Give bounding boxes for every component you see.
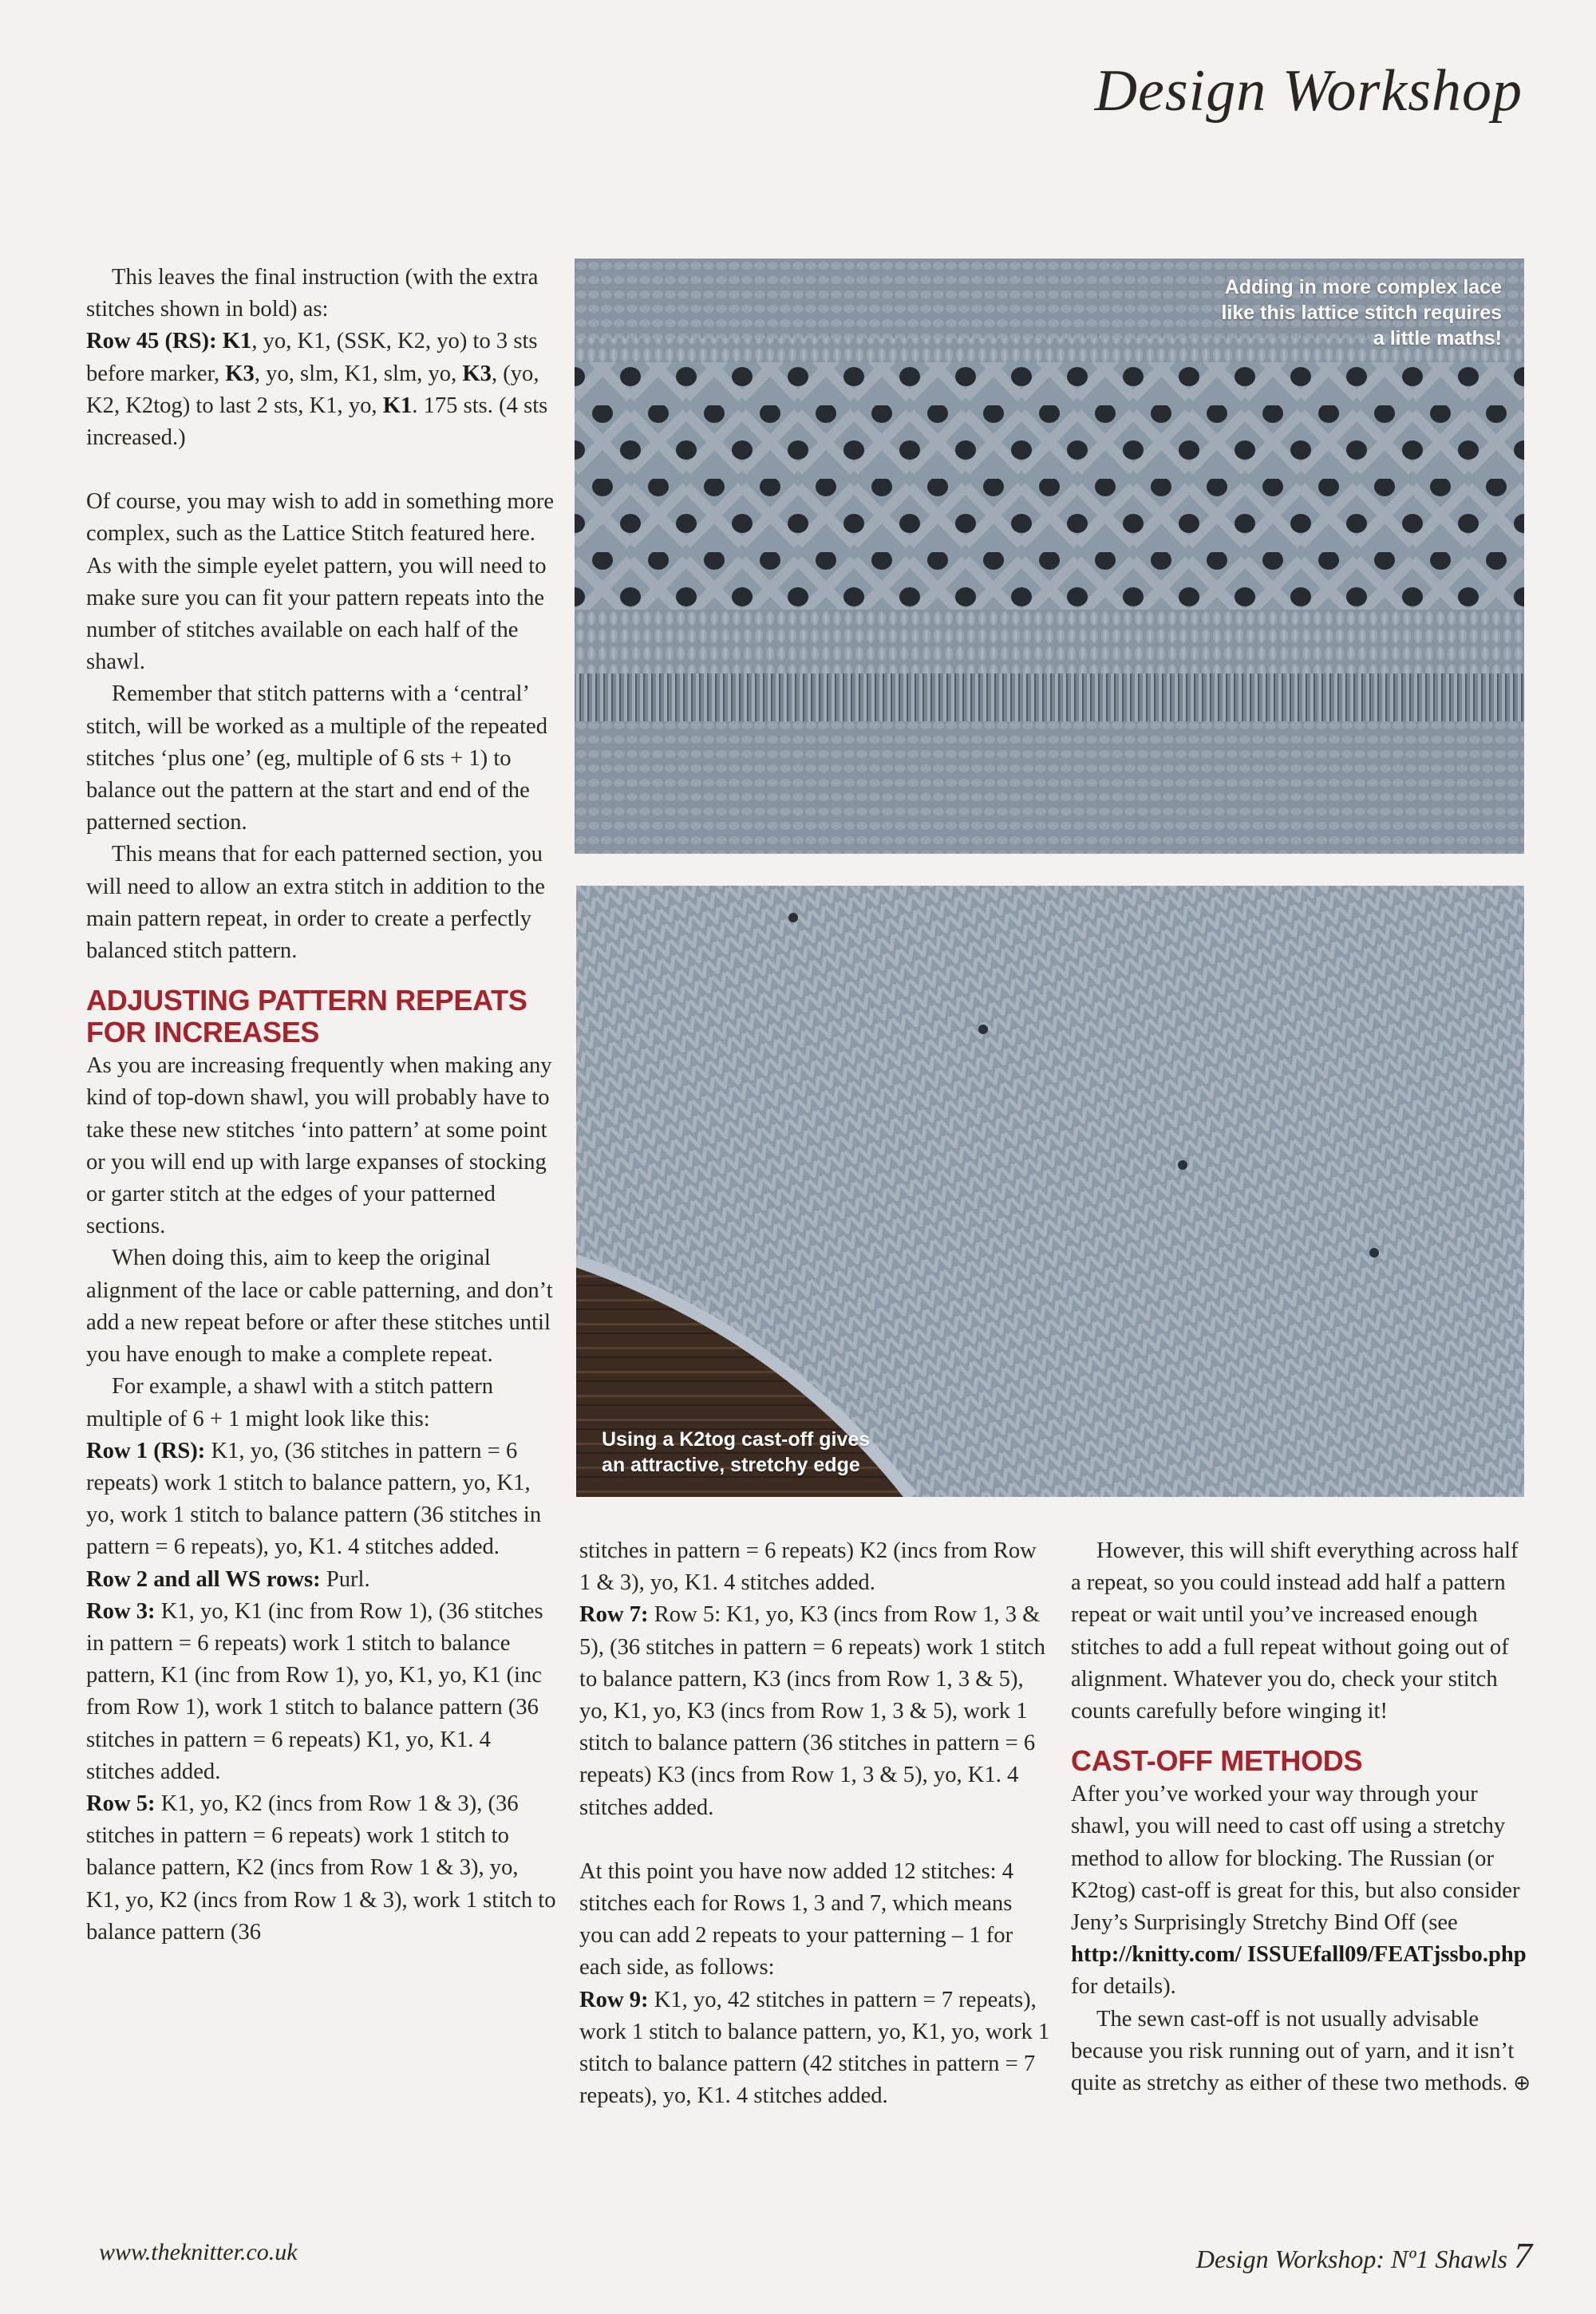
- row-1-instruction: Row 1 (RS): K1, yo, (36 stitches in pattern = 6 repeats) work 1 stitch to balance pattern, yo, K1, yo, work 1 stitch to balance pattern (36 stitches in pattern = 6 repeats), yo, K1. 4 stitches added.: [86, 1438, 542, 1560]
- paragraph: This means that for each patterned section, you will need to allow an extra stitch in addition to the main pattern repeat, in order to create a perfectly balanced stitch pattern.: [86, 842, 545, 964]
- page-header-title: Design Workshop: [1094, 58, 1523, 124]
- paragraph: For example, a shawl with a stitch pattern multiple of 6 + 1 might look like this:: [86, 1374, 494, 1431]
- cast-off-knit-texture: [576, 886, 1524, 1497]
- row-3-instruction: Row 3: K1, yo, K1 (inc from Row 1), (36 stitches in pattern = 6 repeats) work 1 stitch to balance pattern, K1 (inc from Row 1), yo, K1, yo, K1 (inc from Row 1), work 1 stitch to balance pattern (36 stitches in pattern = 6 repeats) K1, yo, K1. 4 stitches added.: [86, 1598, 543, 1784]
- lattice-stitch-photo: [575, 259, 1524, 854]
- row-9-instruction: Row 9: K1, yo, 42 stitches in pattern = 7 repeats), work 1 stitch to balance pattern, yo, K1, yo, work 1 stitch to balance pattern (42 stitches in pattern = 7 repeats), yo, K1. 4 stitches added.: [579, 1987, 1050, 2109]
- paragraph: Remember that stitch patterns with a ‘central’ stitch, will be worked as a multiple of the repeated stitches ‘plus one’ (eg, multiple of 6 sts + 1) to balance out the pattern at the start and end of the patterned section.: [86, 681, 548, 835]
- footer-issue: Design Workshop: Nº1 Shawls 7: [1195, 2235, 1532, 2276]
- row-7-instruction: Row 7: Row 5: K1, yo, K3 (incs from Row 1, 3 & 5), (36 stitches in pattern = 6 repeats) work 1 stitch to balance pattern, K3 (incs from Row 1, 3 & 5), yo, K1, yo, K3 (incs from Row 1, 3 & 5), work 1 stitch to balance pattern (36 stitches in pattern = 6 repeats) K3 (incs from Row 1, 3 & 5), yo, K1. 4 stitches added.: [579, 1602, 1045, 1820]
- paragraph: stitches in pattern = 6 repeats) K2 (incs from Row 1 & 3), yo, K1. 4 stitches added.: [579, 1538, 1037, 1596]
- section-heading: CAST-OFF METHODS: [1071, 1744, 1363, 1778]
- row-5-instruction: Row 5: K1, yo, K2 (incs from Row 1 & 3), (36 stitches in pattern = 6 repeats) work 1 stitch to balance pattern, K2 (incs from Row 1 & 3), yo, K1, yo, K2 (incs from Row 1 & 3), work 1 stitch to balance pattern (36: [86, 1791, 556, 1945]
- paragraph: After you’ve worked your way through your shawl, you will need to cast off using a stretchy method to allow for blocking. The Russian (or K2tog) cast-off is great for this, but also consider Jeny’s Surprisingly Stretchy Bind Off (see http://knitty.com/ ISSUEfall09/FEATjssbo.php for details).: [1071, 1782, 1527, 2000]
- text-column-2: [579, 1535, 1050, 2112]
- paragraph: The sewn cast-off is not usually advisable because you risk running out of yarn, and it isn’t quite as stretchy as either of these two methods. ⊕: [1071, 2006, 1531, 2096]
- paragraph: However, this will shift everything across half a repeat, so you could instead add half a pattern repeat or wait until you’ve increased enough stitches to add a full repeat without going out of alignment. Whatever you do, check your stitch counts carefully before winging it!: [1071, 1538, 1519, 1724]
- text-column-3: [1071, 1535, 1534, 2099]
- end-mark-icon: ⊕: [1513, 2071, 1531, 2096]
- cast-off-edge-photo: [576, 886, 1524, 1497]
- paragraph: At this point you have now added 12 stitches: 4 stitches each for Rows 1, 3 and 7, which means you can add 2 repeats to your patterning – 1 for each side, as follows:: [579, 1858, 1014, 1980]
- knitty-link[interactable]: http://knitty.com/ ISSUEfall09/FEATjssbo.php: [1071, 1942, 1527, 1968]
- section-heading: ADJUSTING PATTERN REPEATS FOR INCREASES: [86, 984, 527, 1049]
- paragraph: Of course, you may wish to add in something more complex, such as the Lattice Stitch featured here. As with the simple eyelet pattern, you will need to make sure you can fit your pattern repeats into the number of stitches available on each half of the shawl.: [86, 489, 555, 675]
- text-column-1: [86, 262, 557, 1949]
- paragraph: When doing this, aim to keep the original alignment of the lace or cable patterning, and don’t add a new repeat before or after these stitches until you have enough to make a complete repeat.: [86, 1246, 553, 1368]
- paragraph: As you are increasing frequently when making any kind of top-down shawl, you will probably have to take these new stitches ‘into pattern’ at some point or you will end up with large expanses of stocking or garter stitch at the edges of your patterned sections.: [86, 1053, 552, 1239]
- photo-caption: Adding in more complex lace like this lattice stitch requires a little maths!: [1221, 276, 1502, 349]
- photo-caption: Using a K2tog cast-off gives an attractive, stretchy edge: [602, 1428, 871, 1476]
- page-number: 7: [1514, 2235, 1532, 2276]
- row-2-instruction: Row 2 and all WS rows: Purl.: [86, 1566, 370, 1592]
- paragraph: This leaves the final instruction (with the extra stitches shown in bold) as:: [86, 265, 539, 322]
- row-45-instruction: Row 45 (RS): K1, yo, K1, (SSK, K2, yo) to 3 sts before marker, K3, yo, slm, K1, slm, yo, K3, (yo, K2, K2tog) to last 2 sts, K1, yo, K1. 175 sts. (4 sts increased.): [86, 329, 548, 451]
- footer-website: www.theknitter.co.uk: [99, 2239, 298, 2265]
